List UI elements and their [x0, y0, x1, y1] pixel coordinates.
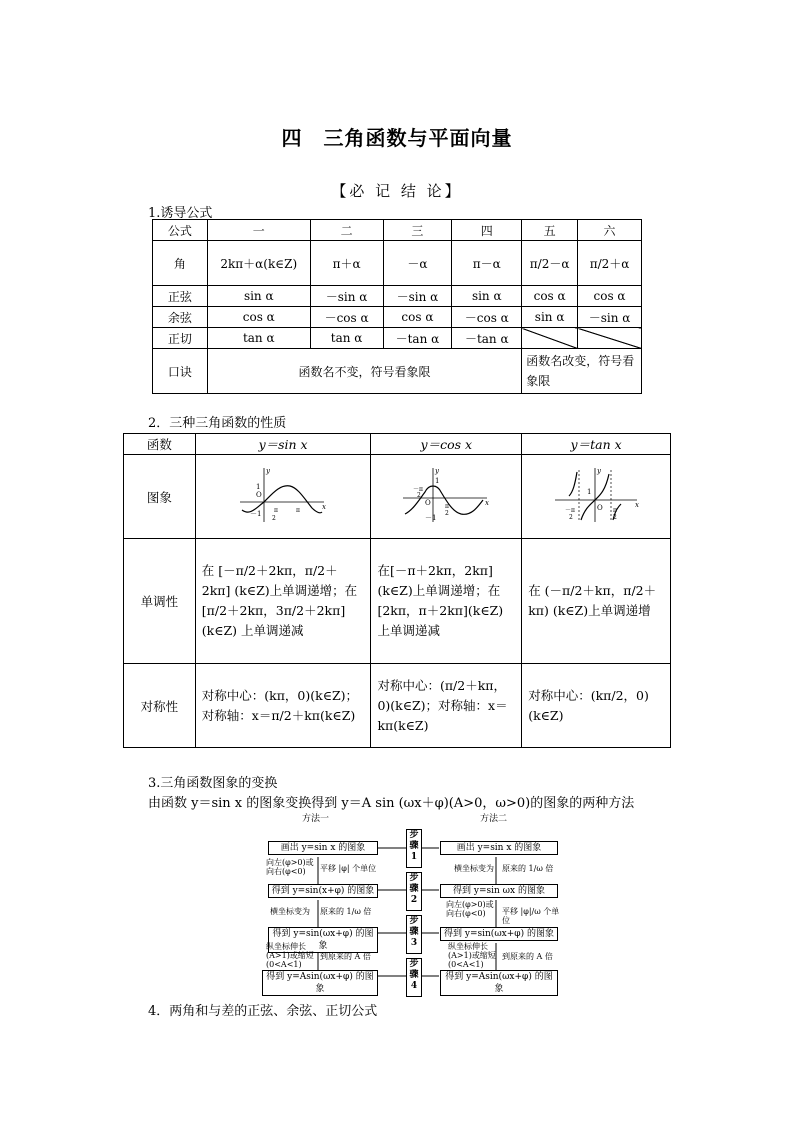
symmetry-row [124, 664, 671, 748]
table-row [153, 307, 642, 328]
table-row [153, 328, 642, 349]
header-cell: 六 [578, 220, 642, 241]
diagonal-cell [578, 328, 642, 349]
method1-label: 方法一 [302, 814, 330, 824]
svg-text:1: 1 [435, 477, 440, 485]
mono-cos-cell: 在[－π＋2kπ，2kπ](k∈Z)上单调递增；在[2kπ，π＋2kπ](k∈Z)上单调递减 [371, 539, 522, 664]
step-3-label: 步骤3 [406, 915, 422, 954]
row-label: 余弦 [153, 307, 208, 328]
svg-text:2: 2 [569, 514, 573, 521]
svg-text:1: 1 [256, 483, 261, 491]
table-cell: sin α [452, 286, 522, 307]
svg-text:2: 2 [445, 510, 450, 517]
step-2-label: 步骤2 [406, 872, 422, 911]
table-cell: －cos α [310, 307, 383, 328]
svg-text:－1: －1 [250, 510, 262, 518]
svg-text:π: π [445, 503, 450, 510]
table-cell: －sin α [383, 286, 452, 307]
svg-text:2: 2 [417, 492, 422, 499]
row-label: 单调性 [124, 539, 196, 664]
mono-sin-cell: 在 [－π/2＋2kπ，π/2＋2kπ] (k∈Z)上单调递增；在 [π/2＋2kπ，3π/2＋2kπ](k∈Z) 上单调递减 [195, 539, 371, 664]
step-1-label: 步骤1 [406, 829, 422, 868]
sec2-heading: 2．三种三角函数的性质 [148, 416, 287, 431]
row-label: 正切 [153, 328, 208, 349]
table-row [153, 241, 642, 286]
table-header-row [153, 220, 642, 241]
svg-text:2: 2 [613, 514, 617, 521]
m1-trans-1a: 向左(φ>0)或向右(φ<0) [266, 858, 314, 876]
step-4-label: 步骤4 [406, 958, 422, 997]
m2-trans-1a: 横坐标变为 [454, 864, 494, 873]
header-cell: 公式 [153, 220, 208, 241]
table-cell: sin α [207, 286, 310, 307]
table-row [153, 286, 642, 307]
m1-box-3: 得到 y=sin(ωx+φ) 的图象 [268, 927, 378, 953]
cosine-graph [401, 464, 491, 526]
m1-trans-2a: 横坐标变为 [270, 907, 310, 916]
table-cell: －sin α [310, 286, 383, 307]
row-label: 角 [153, 241, 208, 286]
table-cell: π/2－α [522, 241, 578, 286]
m1-box-1: 画出 y=sin x 的图象 [268, 841, 378, 855]
table-cell: 2kπ＋α(k∈Z) [207, 241, 310, 286]
tangent-graph [551, 464, 641, 526]
header-cell: y＝cos x [371, 434, 522, 455]
svg-text:O: O [425, 499, 432, 507]
svg-text:O: O [597, 504, 603, 512]
m2-box-1: 画出 y=sin x 的图象 [440, 841, 558, 855]
table-cell: cos α [578, 286, 642, 307]
sec1-heading: 1.诱导公式 [148, 206, 213, 221]
m1-trans-2b: 原来的 1/ω 倍 [320, 907, 372, 916]
table-cell: sin α [522, 307, 578, 328]
table-cell: －cos α [452, 307, 522, 328]
mnemonic-cell: 函数名不变，符号看象限 [207, 349, 521, 394]
svg-text:x: x [635, 501, 640, 509]
table-cell: cos α [207, 307, 310, 328]
header-cell: 五 [522, 220, 578, 241]
m1-box-2: 得到 y=sin(x+φ) 的图象 [268, 884, 378, 898]
table-cell: －sin α [578, 307, 642, 328]
row-label: 图象 [124, 455, 196, 539]
m2-trans-2a: 向左(φ>0)或向右(φ<0) [446, 900, 494, 918]
svg-text:－1: －1 [425, 514, 437, 522]
row-label: 口诀 [153, 349, 208, 394]
sym-tan-cell: 对称中心：(kπ/2，0)(k∈Z) [522, 664, 671, 748]
diagonal-cell [522, 328, 578, 349]
svg-text:π: π [613, 507, 618, 514]
cos-graph-cell [371, 455, 522, 539]
m2-trans-3b: 到原来的 A 倍 [502, 952, 553, 961]
graph-row [124, 455, 671, 539]
tan-graph-cell [522, 455, 671, 539]
table-cell: π/2＋α [578, 241, 642, 286]
trig-properties-table [123, 433, 671, 748]
sec4-heading: 4．两角和与差的正弦、余弦、正切公式 [148, 1004, 378, 1019]
header-cell: 一 [207, 220, 310, 241]
svg-text:O: O [256, 491, 262, 499]
method2-label: 方法二 [480, 814, 508, 824]
table-cell: －tan α [452, 328, 522, 349]
table-cell: tan α [310, 328, 383, 349]
header-cell: 二 [310, 220, 383, 241]
page-title: 四 三角函数与平面向量 [281, 126, 513, 150]
m1-box-4: 得到 y=Asin(ωx+φ) 的图象 [262, 970, 378, 996]
svg-text:π: π [296, 507, 301, 514]
table-row [153, 349, 642, 394]
table-cell: cos α [383, 307, 452, 328]
svg-text:x: x [485, 499, 490, 507]
m2-box-2: 得到 y=sin ωx 的图象 [440, 884, 558, 898]
table-cell: －tan α [383, 328, 452, 349]
monotonicity-row [124, 539, 671, 664]
sin-graph-cell [195, 455, 371, 539]
svg-text:y: y [597, 467, 602, 475]
svg-text:y: y [266, 467, 271, 475]
svg-text:x: x [322, 503, 327, 511]
svg-text:－π: －π [565, 507, 576, 514]
induction-table [152, 219, 642, 394]
section-subtitle: 【必 记 结 论】 [331, 182, 463, 200]
table-cell: －α [383, 241, 452, 286]
sym-sin-cell: 对称中心：(kπ，0)(k∈Z)；对称轴：x＝π/2＋kπ(k∈Z) [195, 664, 371, 748]
svg-text:1: 1 [587, 488, 592, 496]
svg-text:y: y [435, 467, 440, 475]
m1-trans-3b: 到原来的 A 倍 [320, 952, 371, 961]
header-cell: y＝tan x [522, 434, 671, 455]
sym-cos-cell: 对称中心：(π/2＋kπ，0)(k∈Z)；对称轴：x＝kπ(k∈Z) [371, 664, 522, 748]
row-label: 对称性 [124, 664, 196, 748]
mnemonic-cell: 函数名改变，符号看象限 [522, 349, 642, 394]
table-cell: tan α [207, 328, 310, 349]
mono-tan-cell: 在 (－π/2＋kπ，π/2＋kπ) (k∈Z)上单调递增 [522, 539, 671, 664]
sec3-heading: 3.三角函数图象的变换 [148, 776, 278, 791]
table-cell: π－α [452, 241, 522, 286]
m2-trans-2b: 平移 |φ|/ω 个单位 [502, 907, 560, 925]
sec3-description: 由函数 y＝sin x 的图象变换得到 y＝A sin (ωx＋φ)(A>0，ω>0)的图象的两种方法 [148, 796, 635, 811]
table-header-row [124, 434, 671, 455]
m1-trans-1b: 平移 |φ| 个单位 [320, 864, 377, 873]
header-cell: 三 [383, 220, 452, 241]
svg-text:－π: －π [413, 486, 424, 493]
header-cell: 四 [452, 220, 522, 241]
sine-graph [238, 464, 328, 526]
table-cell: cos α [522, 286, 578, 307]
m2-box-3: 得到 y=sin(ωx+φ) 的图象 [440, 927, 558, 941]
header-cell: 函数 [124, 434, 196, 455]
svg-text:π: π [274, 507, 279, 514]
m2-box-4: 得到 y=Asin(ωx+φ) 的图象 [440, 970, 558, 996]
svg-text:2: 2 [272, 515, 276, 522]
row-label: 正弦 [153, 286, 208, 307]
m1-trans-3a: 纵坐标伸长(A>1)或缩短(0<A<1) [266, 942, 314, 969]
header-cell: y＝sin x [195, 434, 371, 455]
m2-trans-3a: 纵坐标伸长(A>1)或缩短(0<A<1) [448, 942, 496, 969]
table-cell: π＋α [310, 241, 383, 286]
m2-trans-1b: 原来的 1/ω 倍 [502, 864, 554, 873]
